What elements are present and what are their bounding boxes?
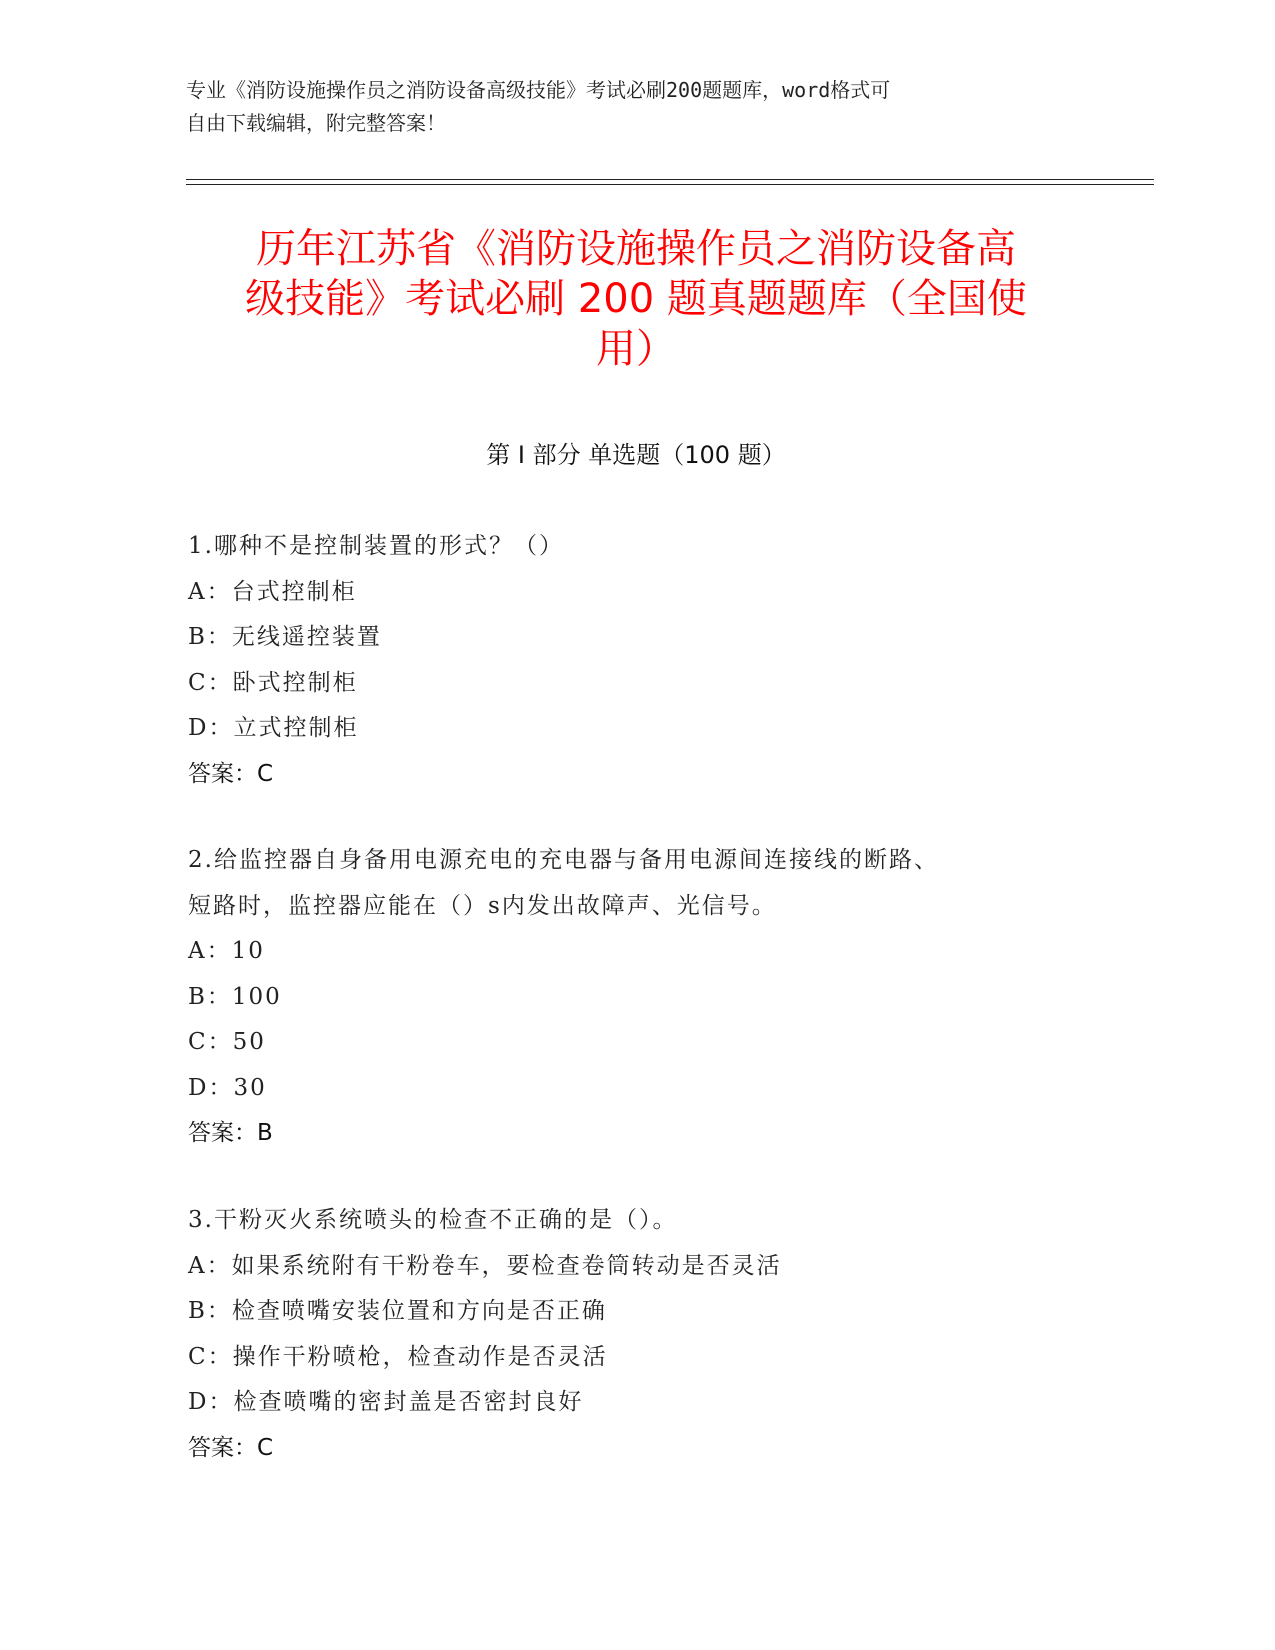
- section-heading: 第 I 部分 单选题（100 题）: [486, 441, 786, 469]
- answer: 答案：B: [188, 1120, 273, 1146]
- divider-line-top: [186, 179, 1154, 180]
- option-d: D：30: [188, 1074, 267, 1101]
- option-c: C：50: [188, 1029, 266, 1055]
- answer: 答案：C: [188, 1434, 274, 1461]
- question-stem: 2.给监控器自身备用电源充电的充电器与备用电源间连接线的断路、: [188, 847, 939, 873]
- option-b: B：100: [188, 983, 282, 1010]
- option-c: C：操作干粉喷枪，检查动作是否灵活: [188, 1343, 608, 1370]
- question-3: [188, 1198, 1088, 1471]
- question-1: [188, 524, 1088, 797]
- option-d: D：立式控制柜: [188, 715, 359, 741]
- option-a: A：如果系统附有干粉卷车，要检查卷筒转动是否灵活: [188, 1252, 782, 1279]
- intro-text: [186, 74, 1086, 140]
- option-b: B：无线遥控装置: [188, 624, 382, 650]
- option-d: D：检查喷嘴的密封盖是否密封良好: [188, 1389, 584, 1415]
- question-stem: 1.哪种不是控制装置的形式？（）: [188, 533, 564, 559]
- option-a: A：10: [188, 938, 265, 964]
- option-b: B：检查喷嘴安装位置和方向是否正确: [188, 1298, 607, 1324]
- option-c: C：卧式控制柜: [188, 669, 358, 696]
- title-line-2: 级技能》考试必刷 200 题真题题库（全国使: [245, 276, 1027, 322]
- intro-line-1: 专业《消防设施操作员之消防设备高级技能》考试必刷200题题库，word格式可: [186, 78, 891, 102]
- question-stem: 3.干粉灭火系统喷头的检查不正确的是（）。: [188, 1207, 678, 1233]
- document-title: [186, 224, 1086, 374]
- intro-line-2: 自由下载编辑，附完整答案！: [186, 111, 446, 135]
- option-a: A：台式控制柜: [188, 578, 357, 605]
- answer: 答案：C: [188, 760, 274, 787]
- title-line-1: 历年江苏省《消防设施操作员之消防设备高: [256, 226, 1016, 272]
- title-line-3: 用）: [596, 326, 676, 372]
- question-2: [188, 838, 1088, 1157]
- divider-line-bottom: [186, 184, 1154, 185]
- question-stem-continued: 短路时，监控器应能在（）s内发出故障声、光信号。: [188, 892, 777, 919]
